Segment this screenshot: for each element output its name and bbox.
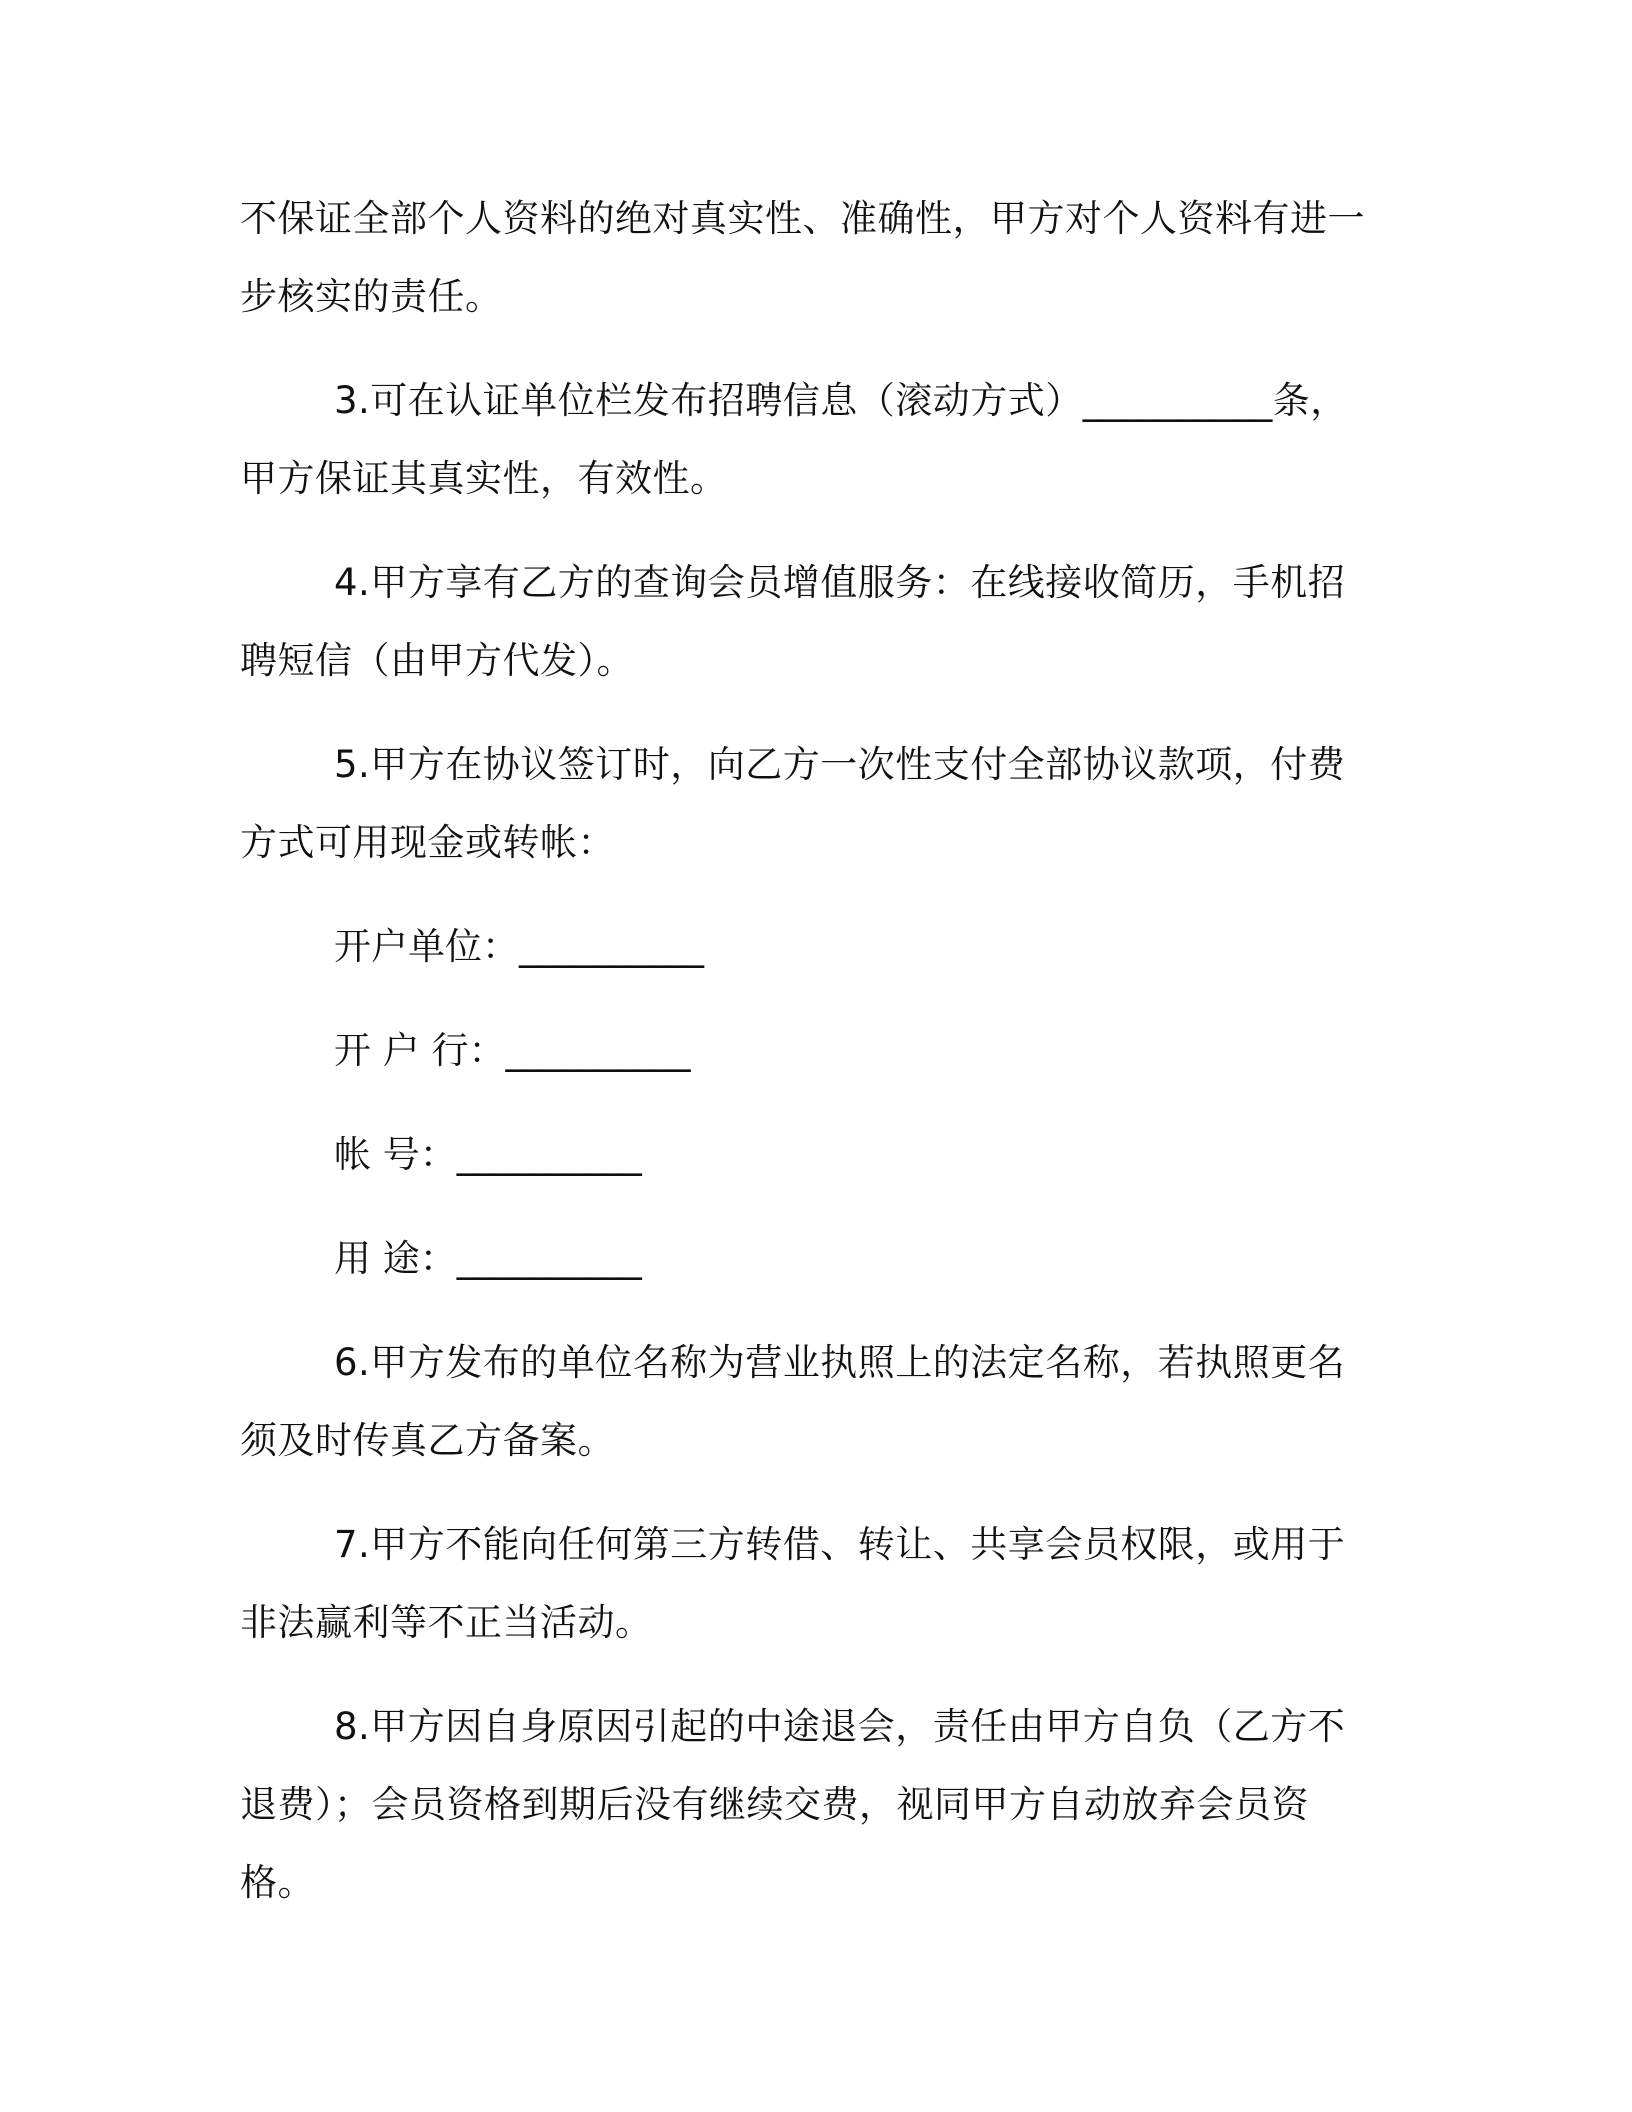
fill-in-blank: __________ xyxy=(505,1029,691,1072)
paragraph-item-3: 3.可在认证单位栏发布招聘信息（滚动方式）__________条，甲方保证其真实性，有效性。 xyxy=(240,379,1348,500)
field-bank xyxy=(240,1012,1370,1090)
paragraph-item-7: 7.甲方不能向任何第三方转借、转让、共享会员权限，或用于非法赢利等不正当活动。 xyxy=(240,1523,1346,1644)
paragraph-item-4: 4.甲方享有乙方的查询会员增值服务：在线接收简历，手机招聘短信（由甲方代发）。 xyxy=(240,561,1346,682)
field-label: 帐 号： xyxy=(334,1133,457,1176)
paragraph-continuation: 不保证全部个人资料的绝对真实性、准确性，甲方对个人资料有进一步核实的责任。 xyxy=(240,197,1365,318)
fill-in-blank: __________ xyxy=(519,925,704,968)
field-account-unit xyxy=(240,908,1370,986)
paragraph-item-5: 5.甲方在协议签订时，向乙方一次性支付全部协议款项，付费方式可用现金或转帐： xyxy=(240,743,1346,864)
field-label: 开 户 行： xyxy=(334,1029,506,1072)
paragraph-item-8: 8.甲方因自身原因引起的中途退会，责任由甲方自负（乙方不退费）；会员资格到期后没有继续交费，视同甲方自动放弃会员资格。 xyxy=(240,1705,1346,1904)
fill-in-blank: __________ xyxy=(456,1133,642,1176)
document-body xyxy=(240,180,1370,1948)
field-purpose xyxy=(240,1220,1370,1298)
fill-in-blank: __________ xyxy=(456,1237,642,1280)
field-label: 用 途： xyxy=(334,1237,457,1280)
field-label: 开户单位： xyxy=(334,925,519,968)
field-account-number xyxy=(240,1116,1370,1194)
paragraph-item-6: 6.甲方发布的单位名称为营业执照上的法定名称，若执照更名须及时传真乙方备案。 xyxy=(240,1341,1346,1462)
